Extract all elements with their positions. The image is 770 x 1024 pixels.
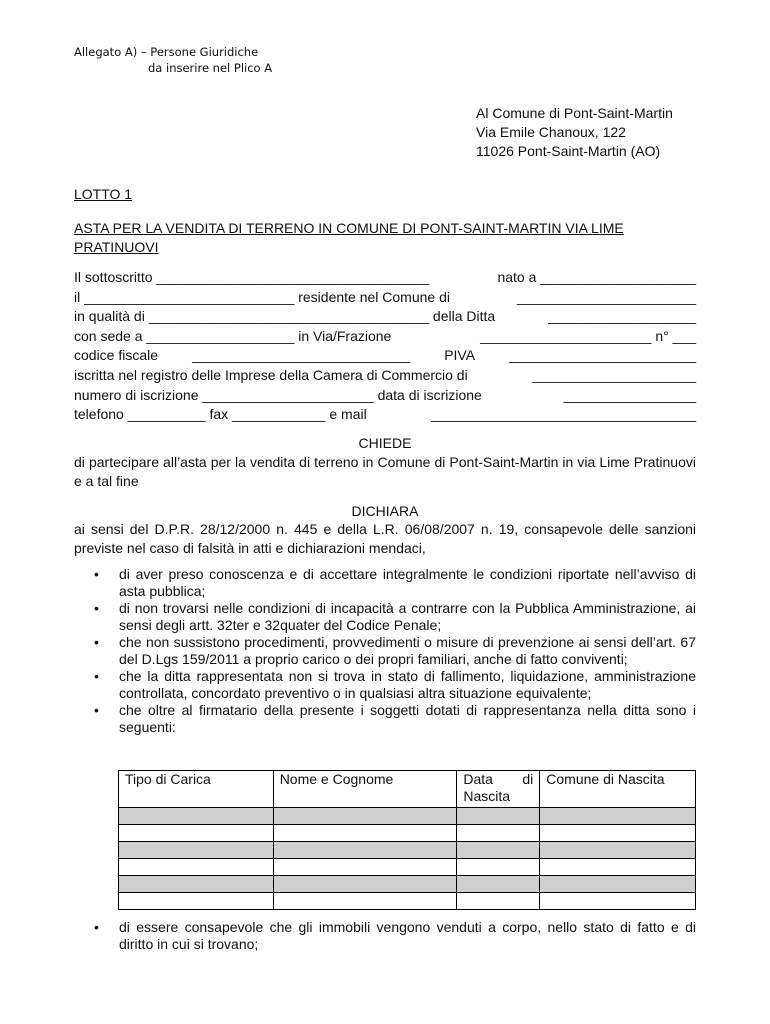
dichiara-text: ai sensi del D.P.R. 28/12/2000 n. 445 e della L.R. 06/08/2007 n. 19, consapevole delle sanzioni previste nel caso di falsità in atti e dichiarazioni mendaci, (74, 521, 696, 556)
table-header-cell: Tipo di Carica (119, 771, 274, 808)
list-item: • che oltre al firmatario della presente i soggetti dotati di rappresentanza nella ditta sono i seguenti: (94, 702, 696, 735)
allegato-header (74, 44, 272, 76)
table-header-row (119, 771, 696, 808)
allegato-line-2: da inserire nel Plico A (148, 61, 273, 75)
field-text: PIVA (444, 347, 476, 364)
list-item: • che la ditta rappresentata non si trova in stato di fallimento, liquidazione, amministrazione controllata, concordato preventivo o in qualsiasi altra situazione equivalente; (94, 668, 696, 701)
table-header-cell: Comune di Nascita (540, 771, 696, 808)
bullet-icon: • (94, 566, 99, 582)
table-row (119, 842, 696, 859)
field-text: __________________________________ (431, 406, 696, 423)
bullet-icon: • (94, 668, 99, 684)
field-text: numero di iscrizione ______________________ data di iscrizione (74, 386, 482, 403)
applicant-fields (74, 268, 696, 425)
field-row-sede (74, 327, 696, 347)
field-text: _________________ (563, 386, 696, 403)
table-row (119, 876, 696, 893)
dichiara-heading: DICHIARA (351, 503, 419, 519)
chiede-text: di partecipare all’asta per la vendita di terreno in Comune di Pont-Saint-Martin in via Lime Pratinuovi e a tal fine (74, 454, 696, 489)
field-text: ______________________ n° ___ (480, 327, 696, 344)
asta-title: ASTA PER LA VENDITA DI TERRENO IN COMUNE DI PONT-SAINT-MARTIN VIA LIME PRATINUOVI (74, 220, 624, 255)
field-text: nato a ____________________ (497, 269, 696, 285)
field-text: iscritta nel registro delle Imprese della Camera di Commercio di (74, 366, 468, 383)
list-item: • che non sussistono procedimenti, provvedimenti o misure di prevenzione ai sensi dell’art. 67 del D.Lgs 159/2011 a proprio carico o dei propri familiari, anche di fatto conviventi; (94, 634, 696, 667)
field-text: _____________________ (532, 366, 696, 383)
recipient-line-2: Via Emile Chanoux, 122 (476, 124, 626, 140)
field-text: telefono __________ fax ____________ e mail (74, 406, 367, 423)
recipient-line-3: 11026 Pont-Saint-Martin (AO) (476, 143, 661, 159)
field-text: ________________________ (509, 347, 696, 364)
field-row-registro (74, 366, 696, 386)
field-text: codice fiscale (74, 347, 159, 364)
field-text: in qualità di ____________________________________ della Ditta (74, 308, 496, 325)
field-text: con sede a ___________________ in Via/Frazione (74, 327, 392, 344)
field-text: Il sottoscritto ___________________________________ (74, 269, 429, 285)
recipient-line-1: Al Comune di Pont-Saint-Martin (476, 105, 673, 121)
representatives-table (118, 770, 696, 910)
declaration-list (94, 566, 696, 736)
chiede-heading: CHIEDE (358, 435, 412, 451)
bullet-icon: • (94, 919, 99, 935)
field-row-contatti (74, 405, 696, 425)
field-row-sottoscritto (74, 268, 696, 288)
table-header-cell: Data di Nascita (457, 771, 540, 808)
recipient-address (476, 104, 673, 161)
field-row-codice-fiscale (74, 346, 696, 366)
table-row (119, 859, 696, 876)
lotto-heading: LOTTO 1 (74, 186, 133, 202)
list-item: • di essere consapevole che gli immobili vengono venduti a corpo, nello stato di fatto e di diritto in cui si trovano; (94, 919, 696, 952)
bullet-icon: • (94, 600, 99, 616)
field-row-qualita (74, 307, 696, 327)
bullet-icon: • (94, 634, 99, 650)
field-text: il ___________________________ residente nel Comune di (74, 288, 450, 305)
bullet-icon: • (94, 702, 99, 718)
declaration-list-continued (94, 919, 696, 953)
table-row (119, 825, 696, 842)
field-row-residente (74, 288, 696, 308)
field-row-iscrizione (74, 386, 696, 406)
list-item: • di aver preso conoscenza e di accettare integralmente le condizioni riportate nell’avviso di asta pubblica; (94, 566, 696, 599)
table-row (119, 893, 696, 910)
table-row (119, 808, 696, 825)
list-item: • di non trovarsi nelle condizioni di incapacità a contrarre con la Pubblica Amministrazione, ai sensi degli artt. 32ter e 32quater del Codice Penale; (94, 600, 696, 633)
field-text: _______________________ (516, 288, 696, 305)
field-text: ___________________ (548, 308, 696, 325)
field-text: ____________________________ (192, 347, 411, 364)
allegato-line-1: Allegato A) – Persone Giuridiche (74, 45, 259, 59)
table-header-cell: Nome e Cognome (273, 771, 457, 808)
